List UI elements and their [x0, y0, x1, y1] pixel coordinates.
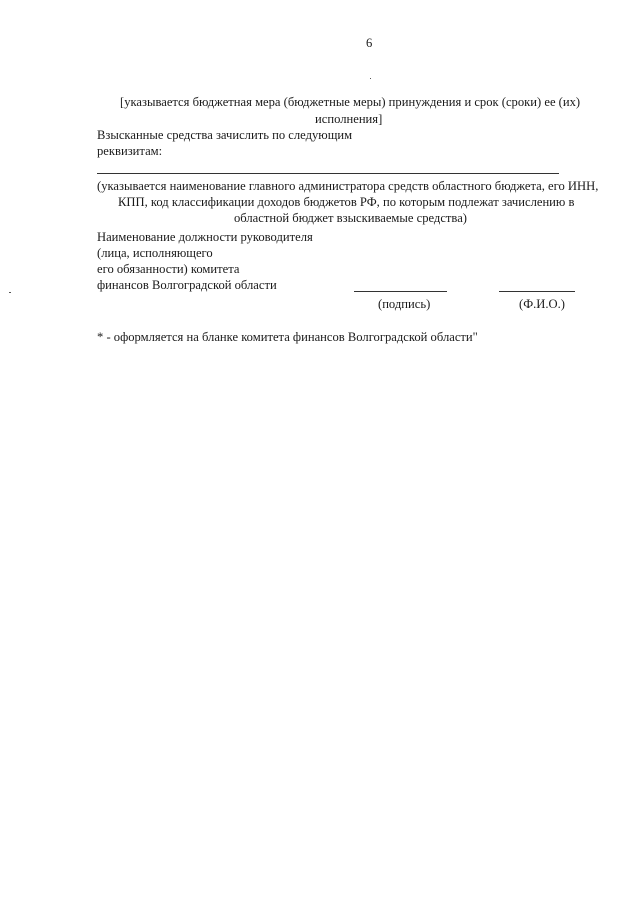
requisites-note-line1: (указывается наименование главного администратора средств областного бюджета, его ИНН,	[97, 179, 599, 193]
signatory-position-line1: Наименование должности руководителя	[97, 230, 313, 244]
signatory-position-line2: (лица, исполняющего	[97, 246, 213, 260]
signatory-position-line4: финансов Волгоградской области	[97, 278, 277, 292]
transfer-instruction-line2: реквизитам:	[97, 144, 163, 158]
signatory-position-line3: его обязанности) комитета	[97, 262, 240, 276]
requisites-note-line2: КПП, код классификации доходов бюджетов РФ, по которым подлежат зачислению в	[118, 195, 575, 209]
requisites-note-line3: областной бюджет взыскиваемые средства)	[234, 211, 467, 225]
coercion-note-line1: [указывается бюджетная мера (бюджетные меры) принуждения и срок (сроки) ее (их)	[120, 95, 581, 109]
signature-caption: (подпись)	[378, 297, 431, 311]
scan-speck	[370, 78, 371, 79]
name-caption: (Ф.И.О.)	[519, 297, 565, 311]
requisites-blank-line	[97, 173, 559, 174]
scan-speck	[9, 292, 11, 293]
transfer-instruction-line1: Взысканные средства зачислить по следующим	[97, 128, 353, 142]
footnote: * - оформляется на бланке комитета финансов Волгоградской области"	[97, 330, 478, 344]
signature-blank-line	[354, 291, 447, 292]
name-blank-line	[499, 291, 575, 292]
page-number: 6	[366, 36, 373, 50]
coercion-note-line2: исполнения]	[315, 112, 383, 126]
